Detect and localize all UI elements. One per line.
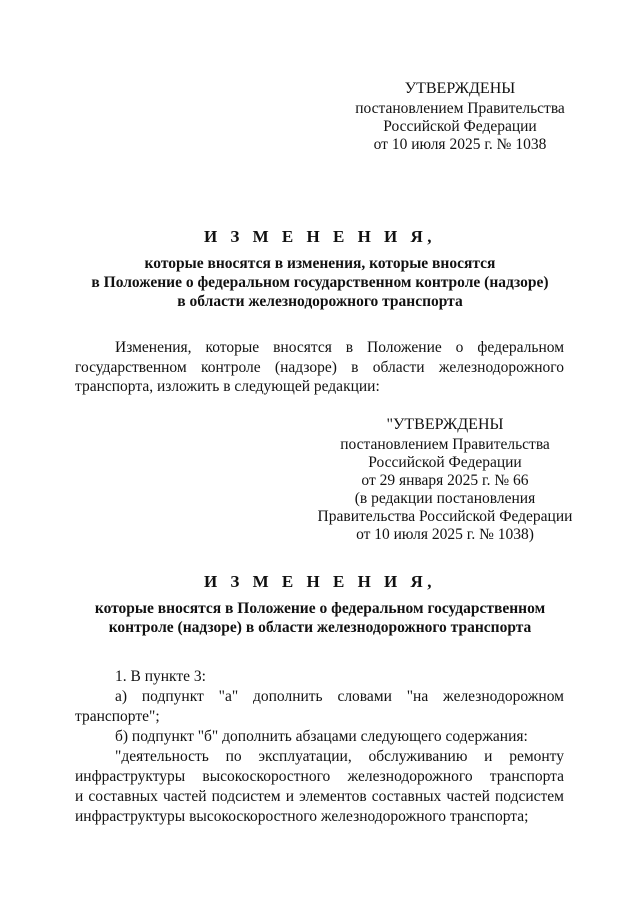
quote-line: "деятельность по эксплуатации, обслуживанию и ремонту	[115, 748, 564, 765]
list-item-1: 1. В пункте 3:	[115, 668, 206, 685]
title-heading: И З М Е Н Е Н И Я,	[203, 227, 437, 246]
approval-line: Правительства Российской Федерации	[317, 508, 573, 525]
approval-line: постановлением Правительства	[355, 100, 565, 117]
title-subline: которые вносятся в Положение о федеральном государственном	[94, 600, 546, 617]
list-item-line: а) подпункт "а" дополнить словами "на железнодорожном	[115, 688, 564, 705]
title-subline: контроле (надзоре) в области железнодорожного транспорта	[108, 619, 532, 636]
title-subline: в области железнодорожного транспорта	[177, 293, 463, 310]
document-title-second	[40, 571, 600, 637]
approval-date-line: от 10 июля 2025 г. № 1038)	[356, 526, 534, 543]
title-heading: И З М Е Н Е Н И Я,	[203, 572, 437, 591]
list-item-line: транспорте";	[75, 708, 160, 725]
title-subline: в Положение о федеральном государственном контроле (надзоре)	[91, 274, 549, 291]
quote-line: и составных частей подсистем и элементов составных частей подсистем	[75, 788, 564, 805]
intro-line: государственном контроле (надзоре) в области железнодорожного	[75, 358, 564, 376]
quoted-paragraph	[75, 747, 564, 827]
intro-line: Изменения, которые вносятся в Положение о федеральном	[115, 339, 564, 356]
intro-line: транспорта, изложить в следующей редакции:	[75, 378, 380, 395]
quote-line: инфраструктуры высокоскоростного железнодорожного транспорта;	[75, 808, 529, 825]
approval-line: (в редакции постановления	[354, 490, 536, 507]
document-title-first	[40, 226, 600, 311]
intro-paragraph	[75, 338, 564, 397]
quote-line: инфраструктуры высокоскоростного железнодорожного транспорта	[75, 768, 564, 785]
approval-line: постановлением Правительства	[340, 436, 550, 453]
approval-stamp-top	[330, 78, 590, 154]
list-item-a	[75, 687, 564, 727]
approval-line: Российской Федерации	[368, 454, 522, 471]
title-subline: которые вносятся в изменения, которые вносятся	[144, 255, 496, 272]
approval-line: Российской Федерации	[383, 118, 537, 135]
approval-date-line: от 10 июля 2025 г. № 1038	[373, 136, 547, 153]
approval-stamp-inner	[300, 414, 590, 544]
approval-heading: "УТВЕРЖДЕНЫ	[386, 416, 504, 433]
list-item-b: б) подпункт "б" дополнить абзацами следующего содержания:	[115, 728, 528, 745]
approval-date-line: от 29 января 2025 г. № 66	[361, 472, 529, 489]
approval-heading: УТВЕРЖДЕНЫ	[404, 80, 516, 97]
